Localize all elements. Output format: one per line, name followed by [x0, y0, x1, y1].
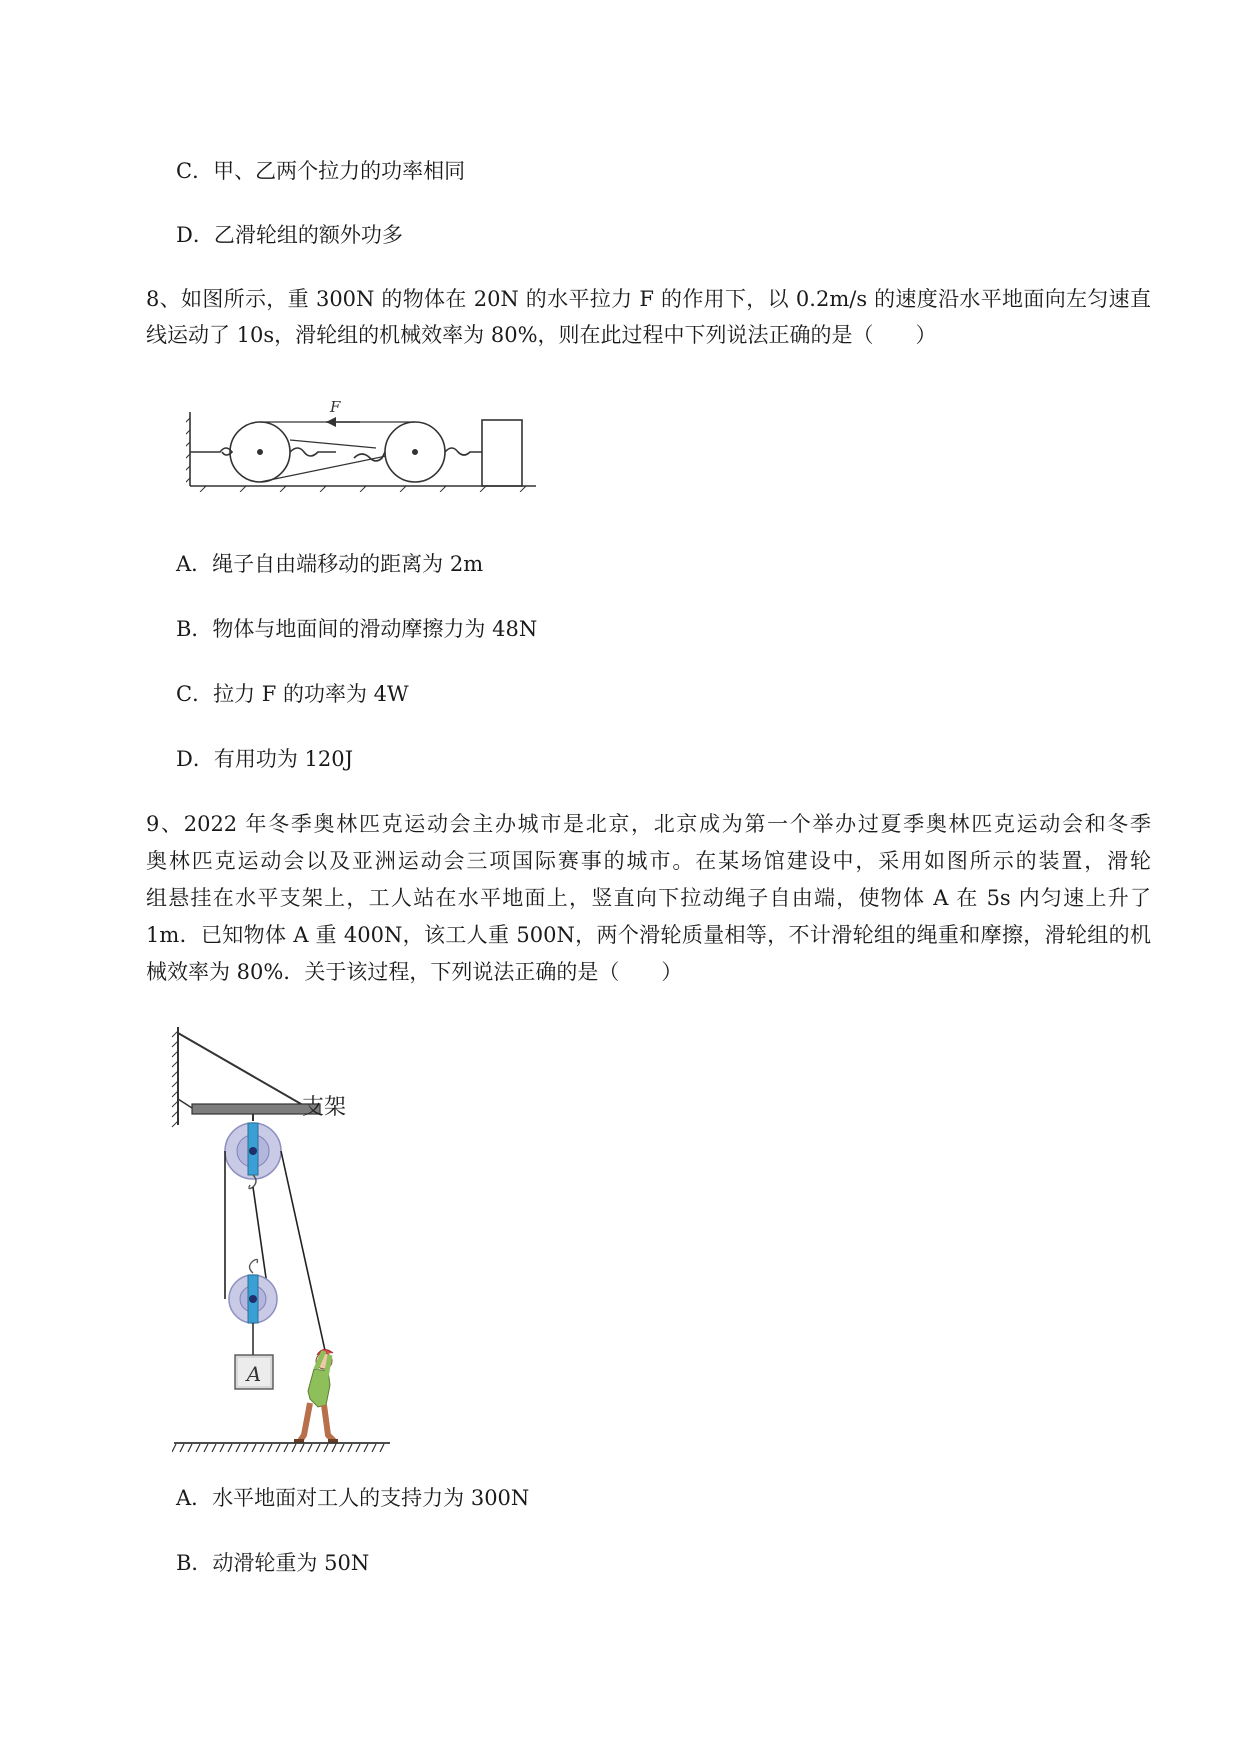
q9-stem-line-5: 械效率为 80%．关于该过程，下列说法正确的是（ ） — [146, 960, 683, 984]
q9-stem-line-3: 组悬挂在水平支架上，工人站在水平地面上，竖直向下拉动绳子自由端，使物体 A 在 5s 内匀速上升了 — [146, 886, 1151, 910]
q8-stem — [146, 285, 1151, 385]
q9-pulley-figure — [168, 1025, 428, 1445]
q8-stem-line-2: 线运动了 10s，滑轮组的机械效率为 80%，则在此过程中下列说法正确的是（ ） — [146, 323, 937, 347]
q8-option-d: D．有用功为 120J — [176, 747, 354, 771]
q8-stem-line-1: 8、如图所示，重 300N 的物体在 20N 的水平拉力 F 的作用下，以 0.2m/s 的速度沿水平地面向左匀速直 — [146, 287, 1151, 311]
q9-stem — [146, 810, 1151, 1022]
q9-stem-line-2: 奥林匹克运动会以及亚洲运动会三项国际赛事的城市。在某场馆建设中，采用如图所示的装置，滑轮 — [146, 849, 1151, 873]
q9-option-b: B．动滑轮重为 50N — [176, 1551, 370, 1575]
q9-bracket-label: 支架 — [302, 1095, 347, 1120]
q9-option-a: A．水平地面对工人的支持力为 300N — [176, 1486, 530, 1510]
q8-option-b: B．物体与地面间的滑动摩擦力为 48N — [176, 617, 538, 641]
q9-block-label: A — [246, 1362, 262, 1386]
q9-stem-line-1: 9、2022 年冬季奥林匹克运动会主办城市是北京，北京成为第一个举办过夏季奥林匹克运动会和冬季 — [146, 812, 1151, 836]
q8-option-c: C．拉力 F 的功率为 4W — [176, 682, 409, 706]
worker-figure — [294, 1349, 338, 1441]
q7-option-d: D．乙滑轮组的额外功多 — [176, 223, 403, 247]
q8-option-a: A．绳子自由端移动的距离为 2m — [176, 552, 484, 576]
q8-force-label: F — [330, 400, 341, 416]
q9-ground-hatch — [172, 1444, 388, 1454]
q8-pulley-figure — [186, 400, 536, 492]
q7-option-c: C．甲、乙两个拉力的功率相同 — [176, 159, 466, 183]
q9-stem-line-4: 1m．已知物体 A 重 400N，该工人重 500N，两个滑轮质量相等，不计滑轮组的绳重和摩擦，滑轮组的机 — [146, 923, 1151, 947]
